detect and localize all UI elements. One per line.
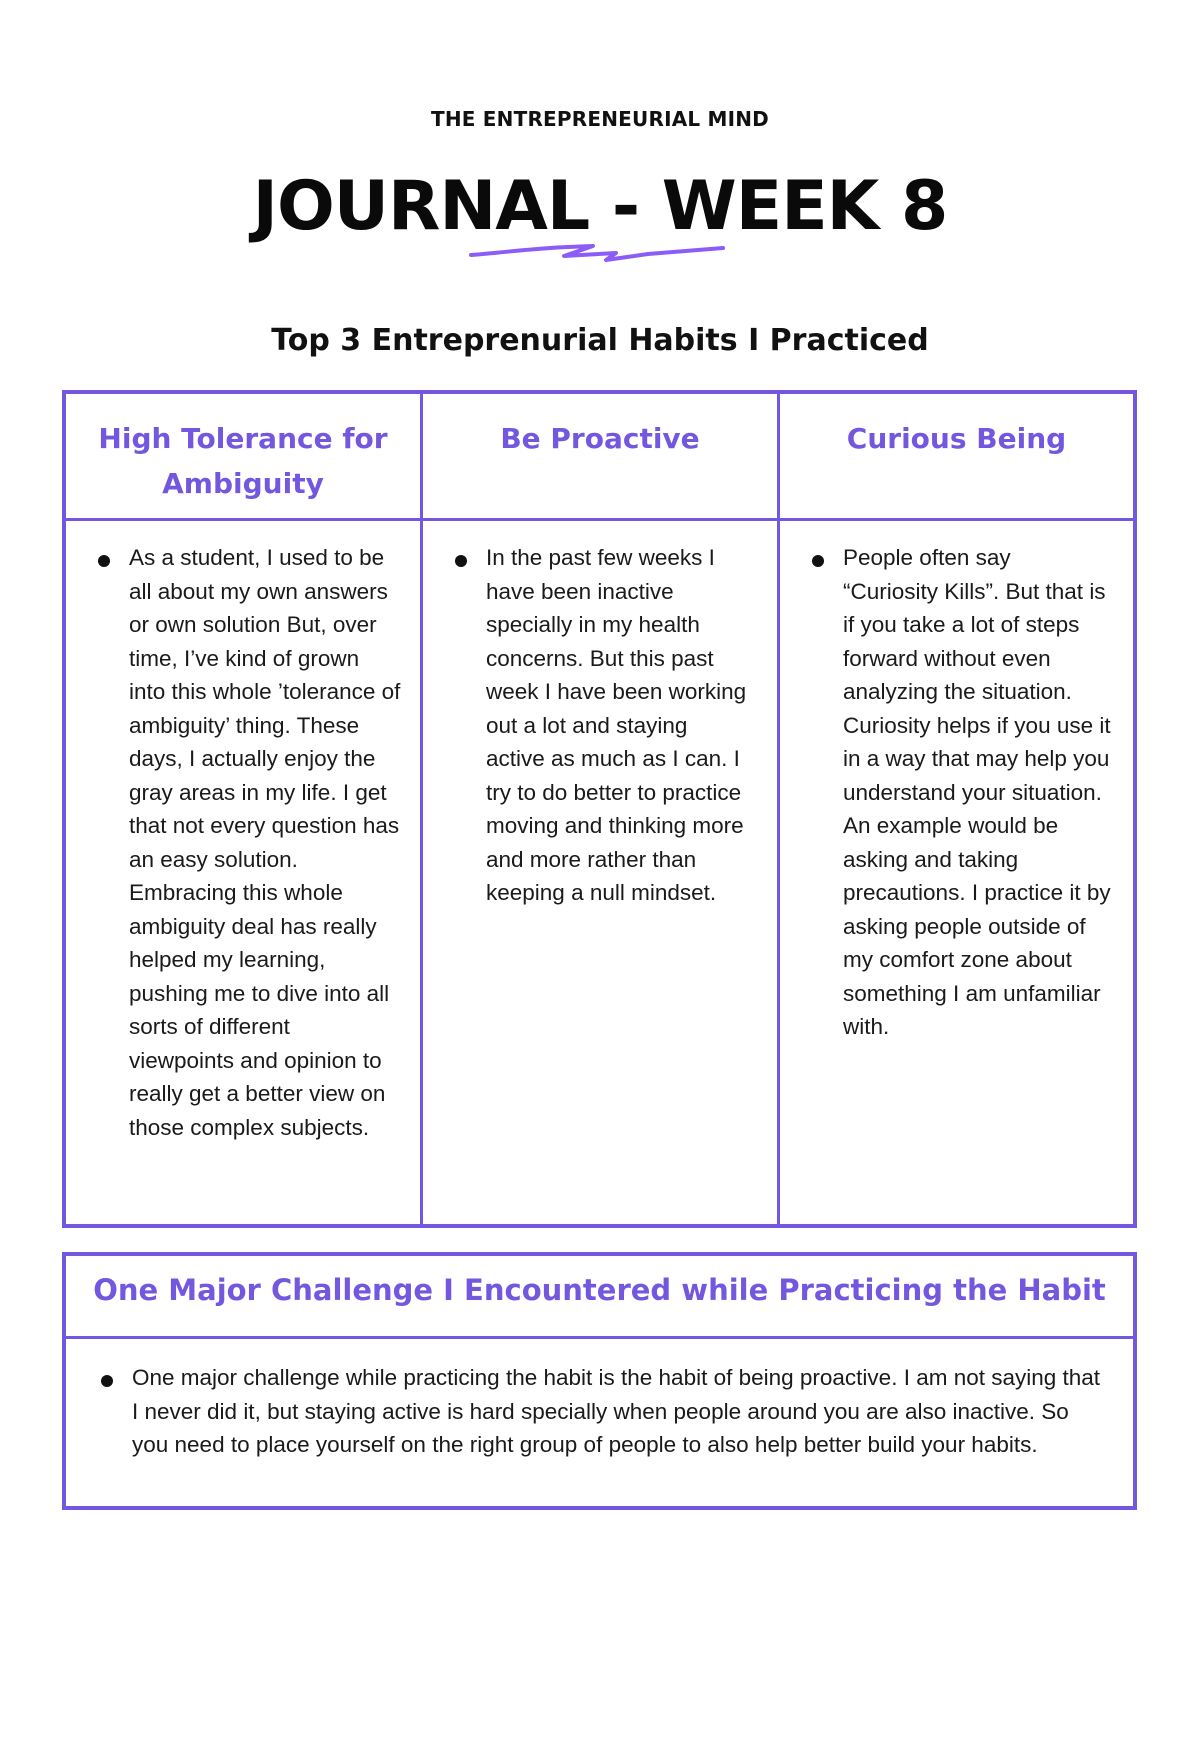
challenge-text: One major challenge while practicing the habit is the habit of being proactive. I am not saying that I never did it, but staying active is hard specially when people around you are also inactive. So you need to place yourself on the right group of people to also help better build your habits. [132, 1365, 1101, 1457]
habit-body-3 [780, 521, 1133, 1224]
habits-table [62, 390, 1137, 1228]
habit-text-1: As a student, I used to be all about my own answers or own solution But, over time, I’ve kind of grown into this whole ’tolerance of ambiguity’ thing. These days, I actually enjoy the gray areas in my life. I get that not every question has an easy solution. Embracing this whole ambiguity deal has really helped my learning, pushing me to dive into all sorts of different viewpoints and opinion to really get a better view on those complex subjects. [129, 545, 401, 1140]
habit-body-1 [66, 521, 423, 1224]
bullet-icon [98, 555, 110, 567]
habit-title-2: Be Proactive [500, 422, 700, 455]
kicker-label: THE ENTREPRENEURIAL MIND [431, 107, 769, 131]
challenge-box [62, 1252, 1137, 1510]
habit-text-2: In the past few weeks I have been inactive specially in my health concerns. But this past week I have been working out a lot and staying active as much as I can. I try to do better to practice moving and thinking more and more rather than keeping a null mindset. [486, 545, 747, 905]
challenge-title: One Major Challenge I Encountered while Practicing the Habit [66, 1256, 1133, 1339]
bullet-icon [455, 555, 467, 567]
list-item [101, 1361, 1103, 1462]
section-subtitle: Top 3 Entreprenurial Habits I Practiced [271, 323, 929, 358]
habit-title-3: Curious Being [846, 422, 1067, 455]
page-title: JOURNAL - WEEK 8 [252, 167, 948, 246]
challenge-body [66, 1339, 1133, 1462]
list-item [98, 541, 412, 1144]
habit-title-1: High Tolerance for Ambiguity [98, 422, 388, 500]
habit-header-1 [66, 394, 423, 521]
squiggle-underline [468, 236, 728, 266]
habit-text-3: People often say “Curiosity Kills”. But that is if you take a lot of steps forward without even analyzing the situation. Curiosity helps if you use it in a way that may help you understand your situation. An example would be asking and taking precautions. I practice it by asking people outside of my comfort zone about something I am unfamiliar with. [843, 545, 1111, 1039]
habit-header-3 [780, 394, 1133, 521]
habit-body-2 [423, 521, 780, 1224]
habit-header-2 [423, 394, 780, 521]
bullet-icon [812, 555, 824, 567]
bullet-icon [101, 1375, 113, 1387]
list-item [812, 541, 1125, 1044]
list-item [455, 541, 769, 910]
